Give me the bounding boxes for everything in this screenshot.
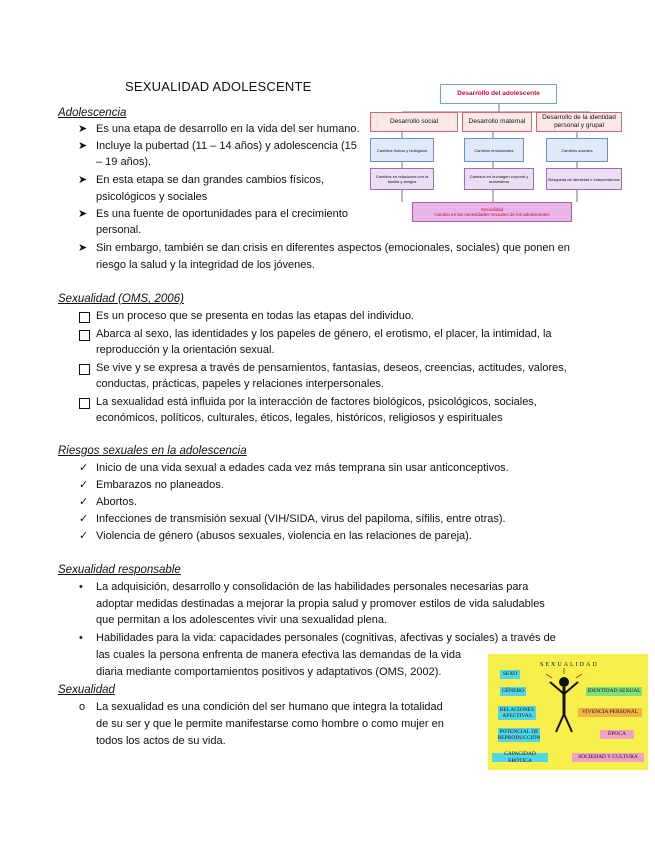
list-item: Violencia de género (abusos sexuales, violencia en las relaciones de pareja). xyxy=(96,530,472,542)
diagram-box: Desarrollo de la identidad personal y grupal xyxy=(536,112,622,132)
bullet-icon: • xyxy=(79,632,83,644)
list-item: riesgo la salud y la integridad de los jóvenes. xyxy=(96,259,315,271)
list-item: las cuales la persona enfrenta de manera efectiva las demandas de la vida xyxy=(96,649,462,661)
circle-bullet-icon: o xyxy=(79,701,86,713)
list-item: Abortos. xyxy=(96,496,137,508)
list-item: económicos, políticos, culturales, éticos, legales, históricos, religiosos y espirituales xyxy=(96,412,503,424)
checkmark-bullet-icon: ✓ xyxy=(79,479,89,491)
diagram-box: Cambios emocionales xyxy=(464,138,524,162)
heading-sexualidad-responsable: Sexualidad responsable xyxy=(58,564,181,576)
checkbox-bullet-icon xyxy=(79,364,90,375)
sexuality-components-diagram xyxy=(488,654,648,770)
list-item: personal. xyxy=(96,224,142,236)
bullet-icon: • xyxy=(79,581,83,593)
checkmark-bullet-icon: ✓ xyxy=(79,513,89,525)
list-item: La sexualidad está influida por la interacción de factores biológicos, psicológicos, sociales, xyxy=(96,396,537,408)
list-item: Se vive y se expresa a través de pensamientos, fantasías, deseos, creencias, actitudes, valores, xyxy=(96,362,567,374)
list-item: Abarca al sexo, las identidades y los papeles de género, el erotismo, el placer, la intimidad, la xyxy=(96,328,552,340)
heading-sexualidad: Sexualidad xyxy=(58,684,115,696)
list-item: que permitan a los adolescentes vivir una sexualidad plena. xyxy=(96,614,388,626)
list-item: conductas, prácticas, papeles y relaciones interpersonales. xyxy=(96,378,384,390)
page-title: SEXUALIDAD ADOLESCENTE xyxy=(125,79,312,94)
list-item: Es un proceso que se presenta en todas las etapas del individuo. xyxy=(96,310,414,322)
diagram-box: Desarrollo maternal xyxy=(462,112,532,132)
list-item: Inicio de una vida sexual a edades cada vez más temprana sin usar anticonceptivos. xyxy=(96,462,509,474)
diagram2-box: CAPACIDAD ERÓTICA xyxy=(492,753,548,762)
diagram-box: Búsqueda de identidad e independencia xyxy=(546,168,622,190)
diagram-bottom-box xyxy=(412,202,572,222)
list-item: de su ser y que le permite manifestarse como hombre o como mujer en xyxy=(96,718,444,730)
checkmark-bullet-icon: ✓ xyxy=(79,530,89,542)
arrow-bullet-icon: ➤ xyxy=(78,123,88,135)
diagram2-box: RELACIONES AFECTIVAS xyxy=(499,706,535,719)
list-item: – 19 años). xyxy=(96,156,152,168)
arrow-bullet-icon: ➤ xyxy=(78,242,88,254)
list-item: diaria mediante comportamientos positivos y adaptativos (OMS, 2002). xyxy=(96,666,442,678)
list-item: reproducción y la orientación sexual. xyxy=(96,344,275,356)
list-item: Incluye la pubertad (11 – 14 años) y adolescencia (15 xyxy=(96,140,357,152)
list-item: Infecciones de transmisión sexual (VIH/SIDA, virus del papiloma, sífilis, entre otras). xyxy=(96,513,506,525)
diagram-box: Desarrollo social xyxy=(370,112,458,132)
checkbox-bullet-icon xyxy=(79,398,90,409)
diagram2-box: IDENTIDAD SEXUAL xyxy=(587,688,641,695)
list-item: Habilidades para la vida: capacidades personales (cognitivas, afectivas y sociales) a través de xyxy=(96,632,556,644)
list-item: psicológicos y sociales xyxy=(96,191,208,203)
diagram-box: Cambios sociales xyxy=(546,138,608,162)
list-item: Sin embargo, también se dan crisis en diferentes aspectos (emocionales, sociales) que ponen en xyxy=(96,242,570,254)
diagram-box: Cambios en la imagen corporal y autoestima xyxy=(464,168,534,190)
diagram-box: Cambios en relaciones con la familia y amigos xyxy=(370,168,434,190)
arrow-bullet-icon: ➤ xyxy=(78,140,88,152)
diagram2-box: SEXO xyxy=(500,670,520,679)
list-item: Es una etapa de desarrollo en la vida del ser humano. xyxy=(96,123,360,135)
arrow-bullet-icon: ➤ xyxy=(78,208,88,220)
checkbox-bullet-icon xyxy=(79,330,90,341)
diagram2-box: POTENCIAL DE REPRODUCCIÓN xyxy=(497,728,541,741)
diagram-top-box: Desarrollo del adolescente xyxy=(440,84,557,104)
diagram2-box: ÉPOCA xyxy=(600,730,634,739)
diagram2-title: SEXUALIDAD xyxy=(540,662,599,668)
checkbox-bullet-icon xyxy=(79,312,90,323)
heading-sexualidad-oms: Sexualidad (OMS, 2006) xyxy=(58,293,184,305)
list-item: La adquisición, desarrollo y consolidación de las habilidades personales necesarias para xyxy=(96,581,529,593)
checkmark-bullet-icon: ✓ xyxy=(79,496,89,508)
list-item: adoptar medidas destinadas a mejorar la propia salud y promover estilos de vida saludables xyxy=(96,598,545,610)
list-item: La sexualidad es una condición del ser humano que integra la totalidad xyxy=(96,701,443,713)
diagram-box: Cambios físicos y biológicos xyxy=(370,138,434,162)
checkmark-bullet-icon: ✓ xyxy=(79,462,89,474)
diagram-bottom-title: Sexualidad xyxy=(480,206,504,212)
list-item: todos los actos de su vida. xyxy=(96,735,226,747)
diagram2-box: GÉNERO xyxy=(501,688,525,695)
list-item: Embarazos no planeados. xyxy=(96,479,224,491)
heading-riesgos: Riesgos sexuales en la adolescencia xyxy=(58,445,247,457)
list-item: Es una fuente de oportunidades para el crecimiento xyxy=(96,208,348,220)
list-item: En esta etapa se dan grandes cambios físicos, xyxy=(96,174,325,186)
arrow-bullet-icon: ➤ xyxy=(78,174,88,186)
diagram-bottom-text: Cambio en las necesidades sexuales de los adolescentes xyxy=(434,212,550,217)
heading-adolescencia: Adolescencia xyxy=(58,107,127,119)
diagram2-box: SOCIEDAD Y CULTURA xyxy=(572,753,644,762)
diagram2-box: VIVENCIA PERSONAL xyxy=(578,708,642,717)
adolescent-development-diagram xyxy=(370,84,628,224)
